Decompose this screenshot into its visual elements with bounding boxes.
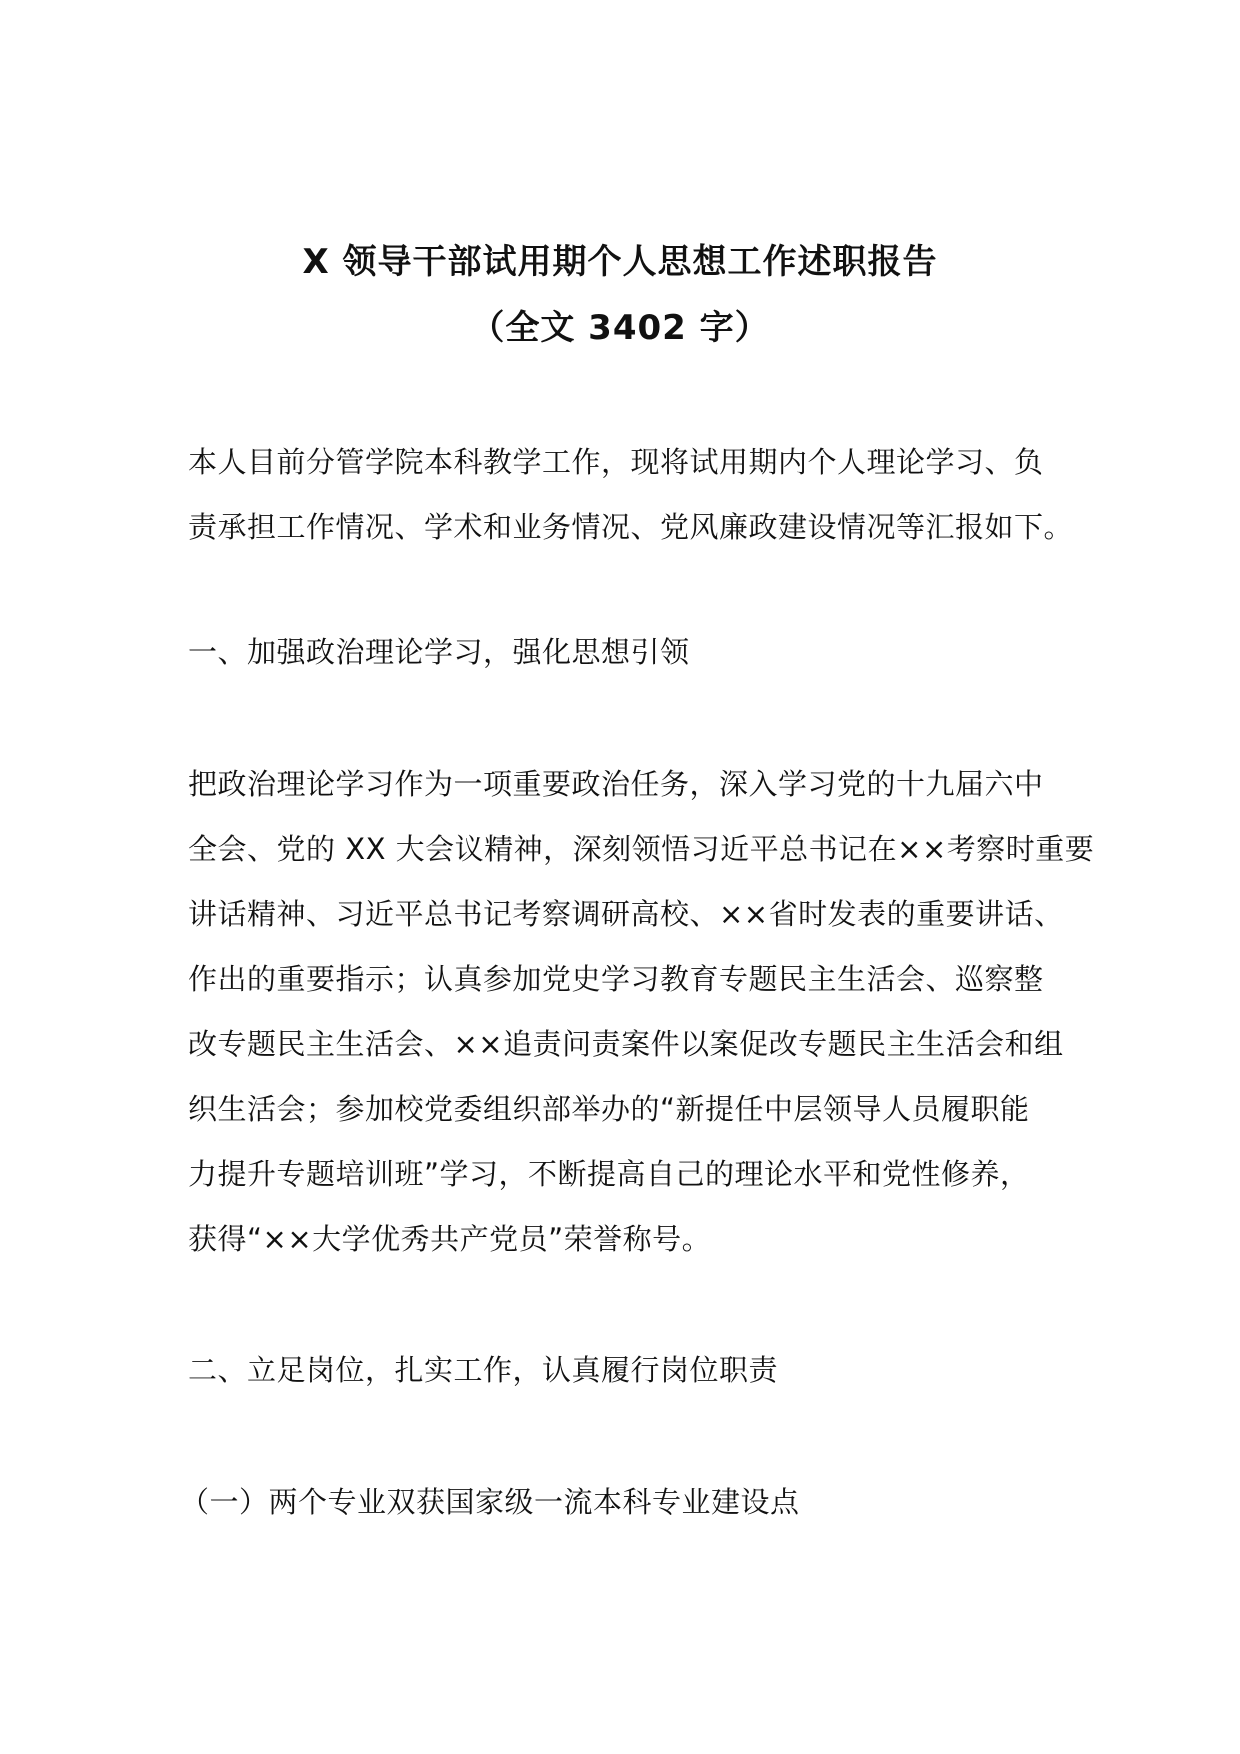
subsection-1-heading: （一）两个专业双获国家级一流本科专业建设点 [180, 1485, 800, 1519]
intro-line: 本人目前分管学院本科教学工作，现将试用期内个人理论学习、负 [188, 445, 1044, 479]
paragraph-line: 力提升专题培训班”学习，不断提高自己的理论水平和党性修养， [188, 1157, 1030, 1191]
section-1-heading: 一、加强政治理论学习，强化思想引领 [188, 635, 690, 669]
paragraph-line: 改专题民主生活会、××追责问责案件以案促改专题民主生活会和组 [188, 1027, 1064, 1061]
paragraph-line: 作出的重要指示；认真参加党史学习教育专题民主生活会、巡察整 [188, 962, 1044, 996]
intro-paragraph [188, 430, 1074, 560]
section-2-heading: 二、立足岗位，扎实工作，认真履行岗位职责 [188, 1353, 779, 1387]
document-title: X 领导干部试用期个人思想工作述职报告 [302, 242, 938, 282]
paragraph-line: 讲话精神、习近平总书记考察调研高校、××省时发表的重要讲话、 [188, 897, 1064, 931]
paragraph-line: 把政治理论学习作为一项重要政治任务，深入学习党的十九届六中 [188, 767, 1044, 801]
document-subtitle-word-count: （全文 3402 字） [470, 308, 770, 348]
section-1-paragraph [188, 752, 1095, 1272]
paragraph-line: 全会、党的 XX 大会议精神，深刻领悟习近平总书记在××考察时重要 [188, 832, 1095, 866]
paragraph-line: 获得“××大学优秀共产党员”荣誉称号。 [188, 1222, 712, 1256]
paragraph-line: 织生活会；参加校党委组织部举办的“新提任中层领导人员履职能 [188, 1092, 1030, 1126]
intro-line: 责承担工作情况、学术和业务情况、党风廉政建设情况等汇报如下。 [188, 510, 1074, 544]
